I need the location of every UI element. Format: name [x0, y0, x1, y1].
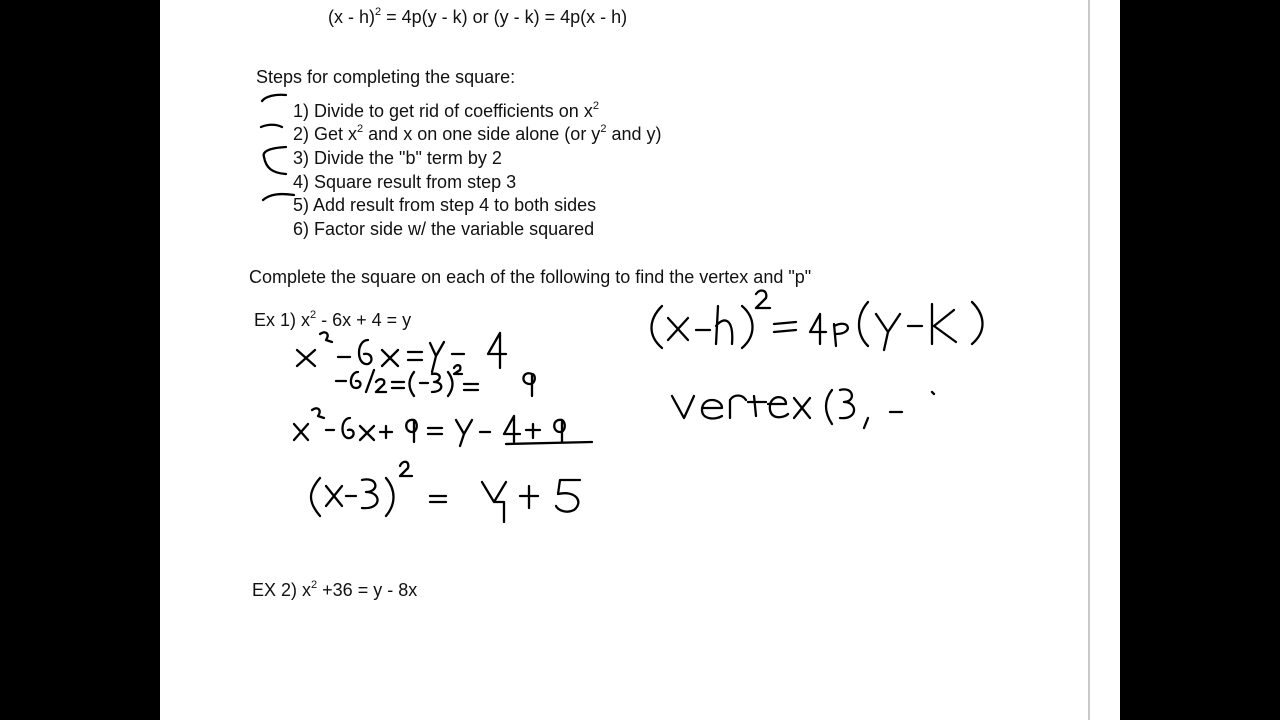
page-scroll-edge [1088, 0, 1090, 720]
example-1-problem [254, 311, 411, 329]
example-1-rest: - 6x + 4 = y [316, 310, 412, 330]
hw-line-4 [311, 462, 580, 522]
step-3: 3) Divide the "b" term by 2 [293, 148, 502, 168]
example-2-rest: +36 = y - 8x [317, 580, 418, 600]
form-exponent: 2 [375, 6, 382, 18]
example-2-problem [252, 581, 417, 599]
step-1 [293, 102, 599, 120]
step-5: 5) Add result from step 4 to both sides [293, 195, 597, 215]
step-1-text: 1) Divide to get rid of coefficients on x [293, 101, 593, 121]
step-1-exponent: 2 [592, 100, 599, 112]
step-2-text-c: and y) [606, 124, 662, 144]
step-2-exponent-a: 2 [357, 123, 364, 135]
hw-line-3 [294, 408, 592, 446]
form-lhs: (x - h) [328, 7, 375, 27]
example-2-exponent: 2 [311, 579, 318, 591]
hw-line-1 [297, 332, 506, 372]
standard-form-equation [328, 8, 627, 26]
example-1-exponent: 2 [310, 309, 317, 321]
step-4: 4) Square result from step 3 [293, 172, 517, 192]
step-6: 6) Factor side w/ the variable squared [293, 219, 595, 239]
hw-line-2 [336, 365, 535, 396]
form-rhs: = 4p(y - k) or (y - k) = 4p(x - h) [381, 7, 628, 27]
step-2-text-b: and x on one side alone (or y [363, 124, 601, 144]
steps-heading: Steps for completing the square: [256, 67, 516, 87]
example-2-label: EX 2) x [252, 580, 312, 600]
example-1-label: Ex 1) x [254, 310, 311, 330]
step-2-exponent-b: 2 [600, 123, 607, 135]
document-page [160, 0, 1120, 720]
step-2-text-a: 2) Get x [293, 124, 358, 144]
instruction-text: Complete the square on each of the following to find the vertex and "p" [249, 267, 812, 287]
step-2 [293, 125, 661, 143]
